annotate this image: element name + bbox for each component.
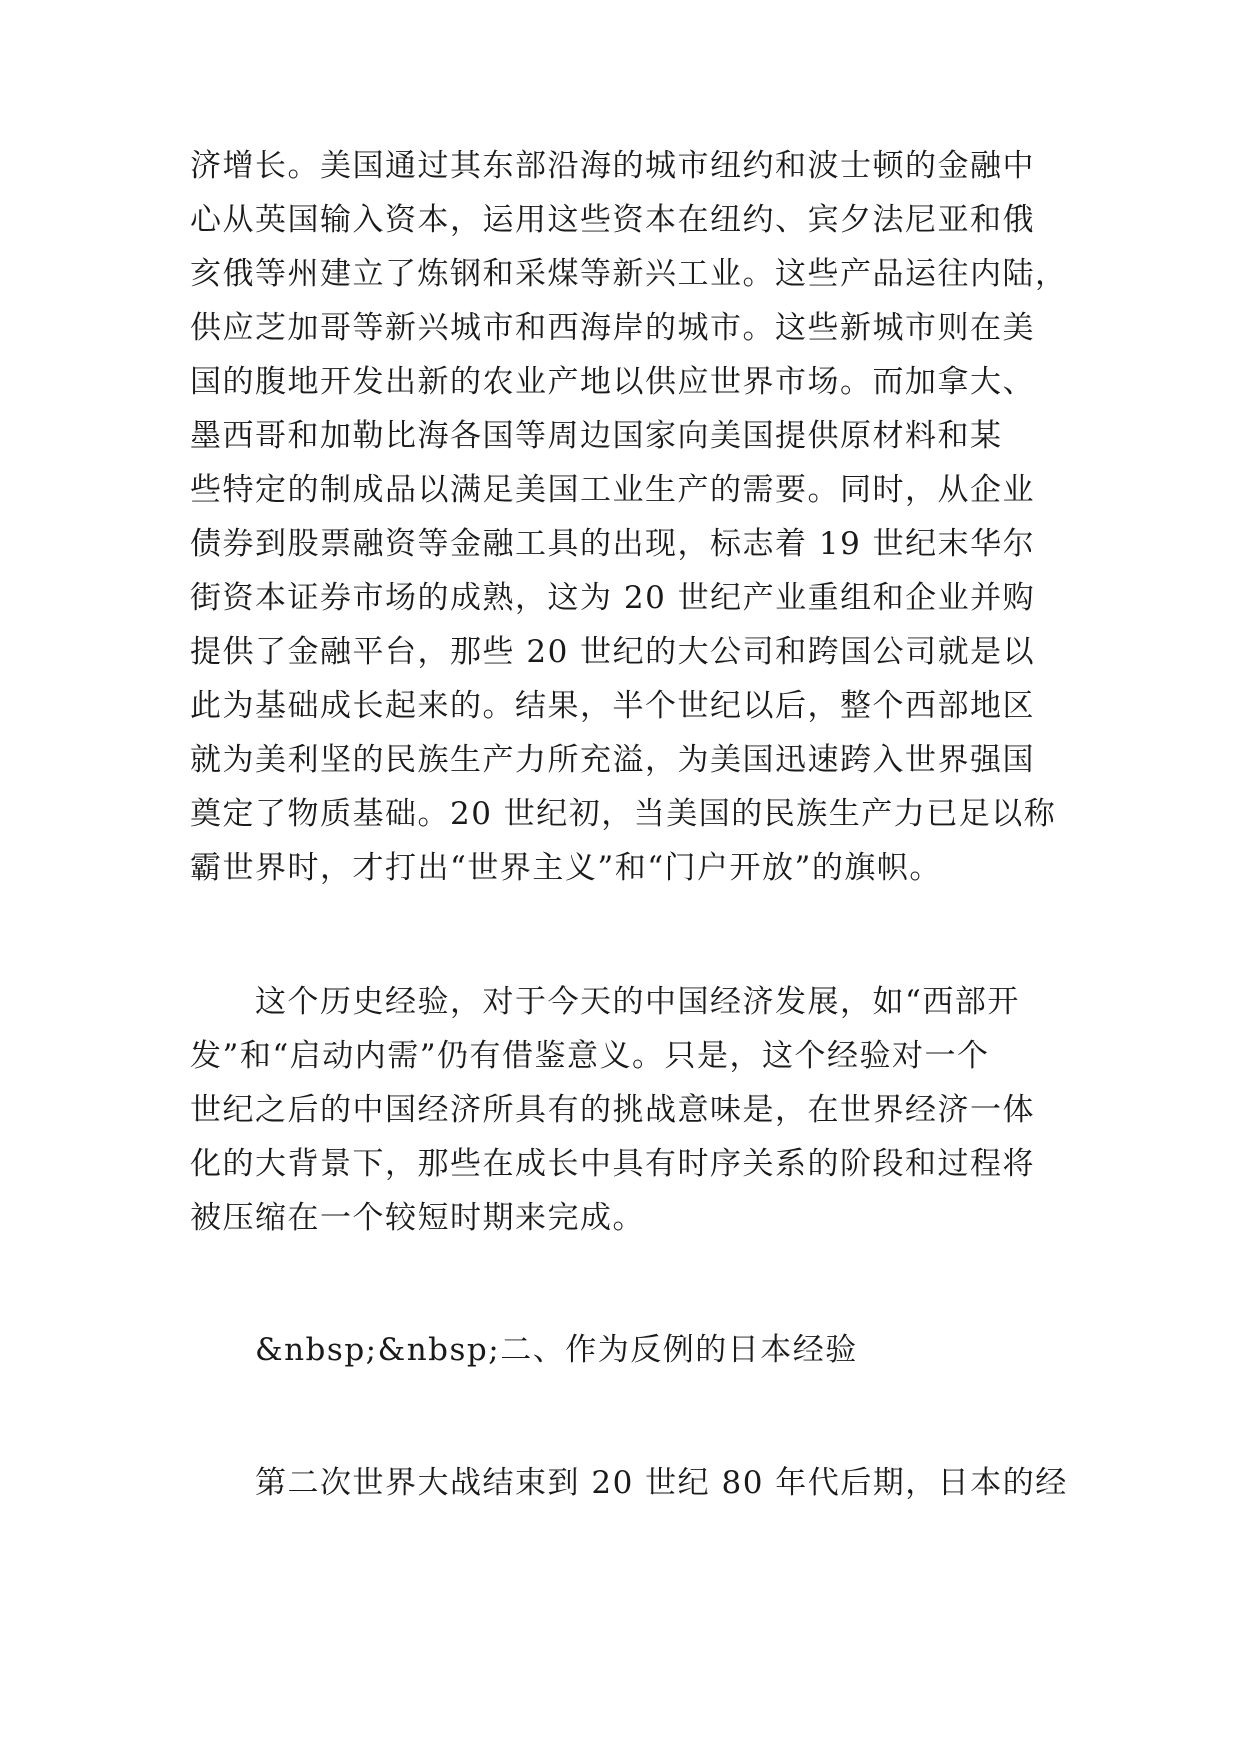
text-line: 供应芝加哥等新兴城市和西海岸的城市。这些新城市则在美 [190, 310, 1035, 346]
text-line: 债券到股票融资等金融工具的出现，标志着 19 世纪末华尔 [190, 526, 1036, 562]
text-line: 被压缩在一个较短时期来完成。 [190, 1200, 645, 1236]
text-line: 化的大背景下，那些在成长中具有时序关系的阶段和过程将 [190, 1146, 1035, 1182]
text-line: 国的腹地开发出新的农业产地以供应世界市场。而加拿大、 [190, 364, 1035, 400]
text-line: 发”和“启动内需”仍有借鉴意义。只是，这个经验对一个 [190, 1038, 990, 1074]
text-line: 奠定了物质基础。20 世纪初，当美国的民族生产力已足以称 [190, 796, 1057, 832]
text-line: 这个历史经验，对于今天的中国经济发展，如“西部开 [255, 984, 1020, 1020]
text-line: 墨西哥和加勒比海各国等周边国家向美国提供原材料和某 [190, 418, 1003, 454]
text-line: 第二次世界大战结束到 20 世纪 80 年代后期，日本的经 [255, 1465, 1068, 1501]
text-line: 亥俄等州建立了炼钢和采煤等新兴工业。这些产品运往内陆， [190, 256, 1068, 292]
section-heading: &nbsp;&nbsp;二、作为反例的日本经验 [255, 1332, 858, 1368]
text-line: 心从英国输入资本，运用这些资本在纽约、宾夕法尼亚和俄 [190, 202, 1035, 238]
text-line: 世纪之后的中国经济所具有的挑战意味是，在世界经济一体 [190, 1092, 1035, 1128]
text-line: 就为美利坚的民族生产力所充溢，为美国迅速跨入世界强国 [190, 742, 1035, 778]
text-line: 济增长。美国通过其东部沿海的城市纽约和波士顿的金融中 [190, 148, 1035, 184]
text-line: 此为基础成长起来的。结果，半个世纪以后，整个西部地区 [190, 688, 1035, 724]
text-line: 街资本证券市场的成熟，这为 20 世纪产业重组和企业并购 [190, 580, 1036, 616]
text-line: 提供了金融平台，那些 20 世纪的大公司和跨国公司就是以 [190, 634, 1036, 670]
text-line: 些特定的制成品以满足美国工业生产的需要。同时，从企业 [190, 472, 1035, 508]
text-line: 霸世界时，才打出“世界主义”和“门户开放”的旗帜。 [190, 850, 942, 886]
